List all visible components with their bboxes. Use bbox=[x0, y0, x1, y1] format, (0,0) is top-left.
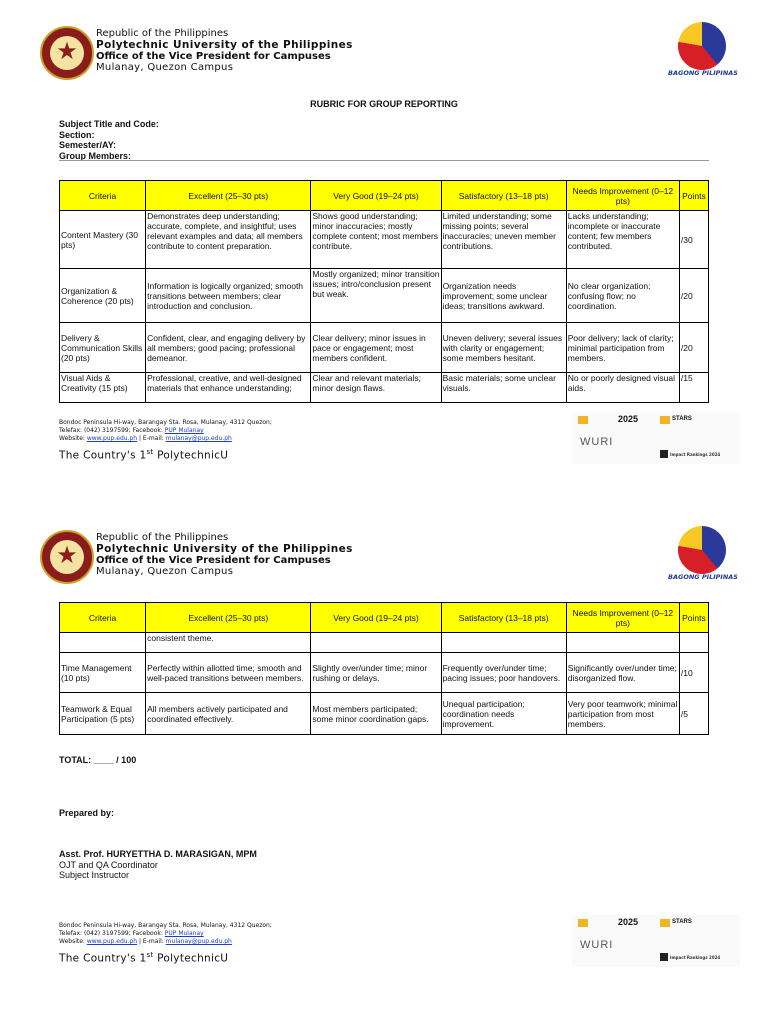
facebook-link[interactable]: PUP Mulanay bbox=[164, 427, 204, 434]
university-name: Polytechnic University of the Philippines bbox=[96, 39, 353, 51]
criteria-cell: Time Management (10 pts) bbox=[60, 653, 146, 693]
criteria-cell bbox=[60, 633, 146, 653]
header-needs-improvement: Needs Improvement (0–12 pts) bbox=[566, 181, 679, 211]
university-name: Polytechnic University of the Philippines bbox=[96, 543, 353, 555]
website-link[interactable]: www.pup.edu.ph bbox=[86, 435, 138, 442]
members-label: Group Members: bbox=[59, 150, 132, 161]
very-good-cell: Mostly organized; minor transition issues; intro/conclusion present but weak. bbox=[311, 269, 441, 323]
tagline: The Country's 1st PolytechnicU bbox=[59, 448, 229, 462]
excellent-cell: All members actively participated and coordinated effectively. bbox=[146, 693, 311, 735]
needs-improvement-cell: Significantly over/under time; disorganized flow. bbox=[566, 653, 679, 693]
excellent-cell: consistent theme. bbox=[146, 633, 311, 653]
signatory-name: Asst. Prof. HURYETTHA D. MARASIGAN, MPM bbox=[59, 849, 257, 859]
footer-contact: Bondoc Peninsula Hi-way, Barangay Sta. Rosa, Mulanay, 4312 Quezon; Telefax: (042) 3197599; Facebook: PUP Mulanay Website: www.pup.edu.ph | E-mail: mulanay@pup.edu.ph bbox=[59, 922, 272, 945]
header-points: Points bbox=[679, 603, 708, 633]
letterhead bbox=[96, 28, 353, 73]
section-label: Section: bbox=[59, 129, 95, 140]
table-row bbox=[60, 373, 709, 403]
office-name: Office of the Vice President for Campuses bbox=[96, 51, 331, 62]
email-link[interactable]: mulanay@pup.edu.ph bbox=[165, 938, 232, 945]
header-satisfactory: Satisfactory (13–18 pts) bbox=[441, 181, 566, 211]
criteria-cell: Delivery & Communication Skills (20 pts) bbox=[60, 323, 146, 373]
excellent-cell: Perfectly within allotted time; smooth and well-paced transitions between members. bbox=[146, 653, 311, 693]
pup-seal-logo bbox=[40, 26, 94, 80]
bagong-pilipinas-logo: BAGONG PILIPINAS bbox=[666, 526, 740, 586]
points-cell bbox=[679, 633, 708, 653]
satisfactory-cell: Organization needs improvement; some unclear ideas; transitions awkward. bbox=[441, 269, 566, 323]
needs-improvement-cell: No clear organization; confusing flow; no coordination. bbox=[566, 269, 679, 323]
header-needs-improvement: Needs Improvement (0–12 pts) bbox=[566, 603, 679, 633]
satisfactory-cell bbox=[441, 633, 566, 653]
rubric-table-page2 bbox=[59, 602, 709, 735]
criteria-cell: Content Mastery (30 pts) bbox=[60, 211, 146, 269]
star-icon: ★ bbox=[56, 38, 78, 65]
needs-improvement-cell: Poor delivery; lack of clarity; minimal participation from members. bbox=[566, 323, 679, 373]
header-excellent: Excellent (25–30 pts) bbox=[146, 603, 311, 633]
footer-address: Bondoc Peninsula Hi-way, Barangay Sta. Rosa, Mulanay, 4312 Quezon; bbox=[59, 922, 272, 929]
header-criteria: Criteria bbox=[60, 603, 146, 633]
rankings-badges-image: 2025 STARS WURI Impact Rankings 2024 bbox=[572, 412, 740, 464]
signatory-role: OJT and QA Coordinator bbox=[59, 859, 158, 870]
subject-info bbox=[59, 119, 159, 161]
criteria-cell: Teamwork & Equal Participation (5 pts) bbox=[60, 693, 146, 735]
needs-improvement-cell: Lacks understanding; incomplete or inaccurate content; few members contributed. bbox=[566, 211, 679, 269]
satisfactory-cell: Basic materials; some unclear visuals. bbox=[441, 373, 566, 403]
signatory bbox=[59, 849, 257, 881]
page-title: RUBRIC FOR GROUP REPORTING bbox=[310, 99, 458, 109]
needs-improvement-cell: Very poor teamwork; minimal participation from most members. bbox=[566, 693, 679, 735]
table-row bbox=[60, 269, 709, 323]
criteria-cell: Visual Aids & Creativity (15 pts) bbox=[60, 373, 146, 403]
table-header-row bbox=[60, 181, 709, 211]
tagline: The Country's 1st PolytechnicU bbox=[59, 951, 229, 965]
excellent-cell: Information is logically organized; smooth transitions between members; clear introduction and conclusion. bbox=[146, 269, 311, 323]
excellent-cell: Professional, creative, and well-designed materials that enhance understanding; bbox=[146, 373, 311, 403]
pup-seal-logo bbox=[40, 530, 94, 584]
signatory-role-2: Subject Instructor bbox=[59, 870, 130, 880]
header-very-good: Very Good (19–24 pts) bbox=[311, 181, 441, 211]
republic-text: Republic of the Philippines bbox=[96, 532, 229, 543]
points-cell: /10 bbox=[679, 653, 708, 693]
satisfactory-cell: Uneven delivery; several issues with clarity or engagement; some members hesitant. bbox=[441, 323, 566, 373]
very-good-cell: Shows good understanding; minor inaccuracies; mostly complete content; most members contribute. bbox=[311, 211, 441, 269]
bagong-pilipinas-logo: BAGONG PILIPINAS bbox=[666, 22, 740, 82]
letterhead bbox=[96, 532, 353, 577]
table-row bbox=[60, 323, 709, 373]
table-row bbox=[60, 653, 709, 693]
star-icon: ★ bbox=[56, 542, 78, 569]
divider bbox=[59, 160, 709, 161]
office-name: Office of the Vice President for Campuses bbox=[96, 555, 331, 566]
points-cell: /20 bbox=[679, 323, 708, 373]
points-cell: /5 bbox=[679, 693, 708, 735]
excellent-cell: Confident, clear, and engaging delivery by all members; good pacing; professional demeanor. bbox=[146, 323, 311, 373]
semester-label: Semester/AY: bbox=[59, 140, 117, 150]
header-criteria: Criteria bbox=[60, 181, 146, 211]
table-row bbox=[60, 211, 709, 269]
header-very-good: Very Good (19–24 pts) bbox=[311, 603, 441, 633]
satisfactory-cell: Frequently over/under time; pacing issues; poor handovers. bbox=[441, 653, 566, 693]
header-points: Points bbox=[679, 181, 708, 211]
points-cell: /30 bbox=[679, 211, 708, 269]
prepared-by-label: Prepared by: bbox=[59, 808, 115, 818]
subject-label: Subject Title and Code: bbox=[59, 119, 159, 129]
website-link[interactable]: www.pup.edu.ph bbox=[86, 938, 138, 945]
footer-contact: Bondoc Peninsula Hi-way, Barangay Sta. Rosa, Mulanay, 4312 Quezon; Telefax: (042) 3197599; Facebook: PUP Mulanay Website: www.pup.edu.ph | E-mail: mulanay@pup.edu.ph bbox=[59, 419, 272, 442]
satisfactory-cell: Limited understanding; some missing points; several inaccuracies; uneven member contributions. bbox=[441, 211, 566, 269]
header-excellent: Excellent (25–30 pts) bbox=[146, 181, 311, 211]
very-good-cell bbox=[311, 633, 441, 653]
needs-improvement-cell bbox=[566, 633, 679, 653]
very-good-cell: Slightly over/under time; minor rushing or delays. bbox=[311, 653, 441, 693]
campus-name: Mulanay, Quezon Campus bbox=[96, 566, 234, 577]
rubric-table-page1 bbox=[59, 180, 709, 403]
very-good-cell: Most members participated; some minor coordination gaps. bbox=[311, 693, 441, 735]
email-link[interactable]: mulanay@pup.edu.ph bbox=[165, 435, 232, 442]
header-satisfactory: Satisfactory (13–18 pts) bbox=[441, 603, 566, 633]
facebook-link[interactable]: PUP Mulanay bbox=[164, 930, 204, 937]
excellent-cell: Demonstrates deep understanding; accurate, complete, and insightful; uses relevant examples and data; all members contribute to content preparation. bbox=[146, 211, 311, 269]
points-cell: /15 bbox=[679, 373, 708, 403]
needs-improvement-cell: No or poorly designed visual aids. bbox=[566, 373, 679, 403]
satisfactory-cell: Unequal participation; coordination needs improvement. bbox=[441, 693, 566, 735]
points-cell: /20 bbox=[679, 269, 708, 323]
republic-text: Republic of the Philippines bbox=[96, 28, 229, 39]
rankings-badges-image: 2025 STARS WURI Impact Rankings 2024 bbox=[572, 915, 740, 967]
very-good-cell: Clear delivery; minor issues in pace or engagement; most members confident. bbox=[311, 323, 441, 373]
campus-name: Mulanay, Quezon Campus bbox=[96, 62, 234, 73]
very-good-cell: Clear and relevant materials; minor design flaws. bbox=[311, 373, 441, 403]
footer-address: Bondoc Peninsula Hi-way, Barangay Sta. Rosa, Mulanay, 4312 Quezon; bbox=[59, 419, 272, 426]
table-row bbox=[60, 633, 709, 653]
total-score: TOTAL: ____ / 100 bbox=[59, 755, 137, 765]
criteria-cell: Organization & Coherence (20 pts) bbox=[60, 269, 146, 323]
table-header-row bbox=[60, 603, 709, 633]
table-row bbox=[60, 693, 709, 735]
